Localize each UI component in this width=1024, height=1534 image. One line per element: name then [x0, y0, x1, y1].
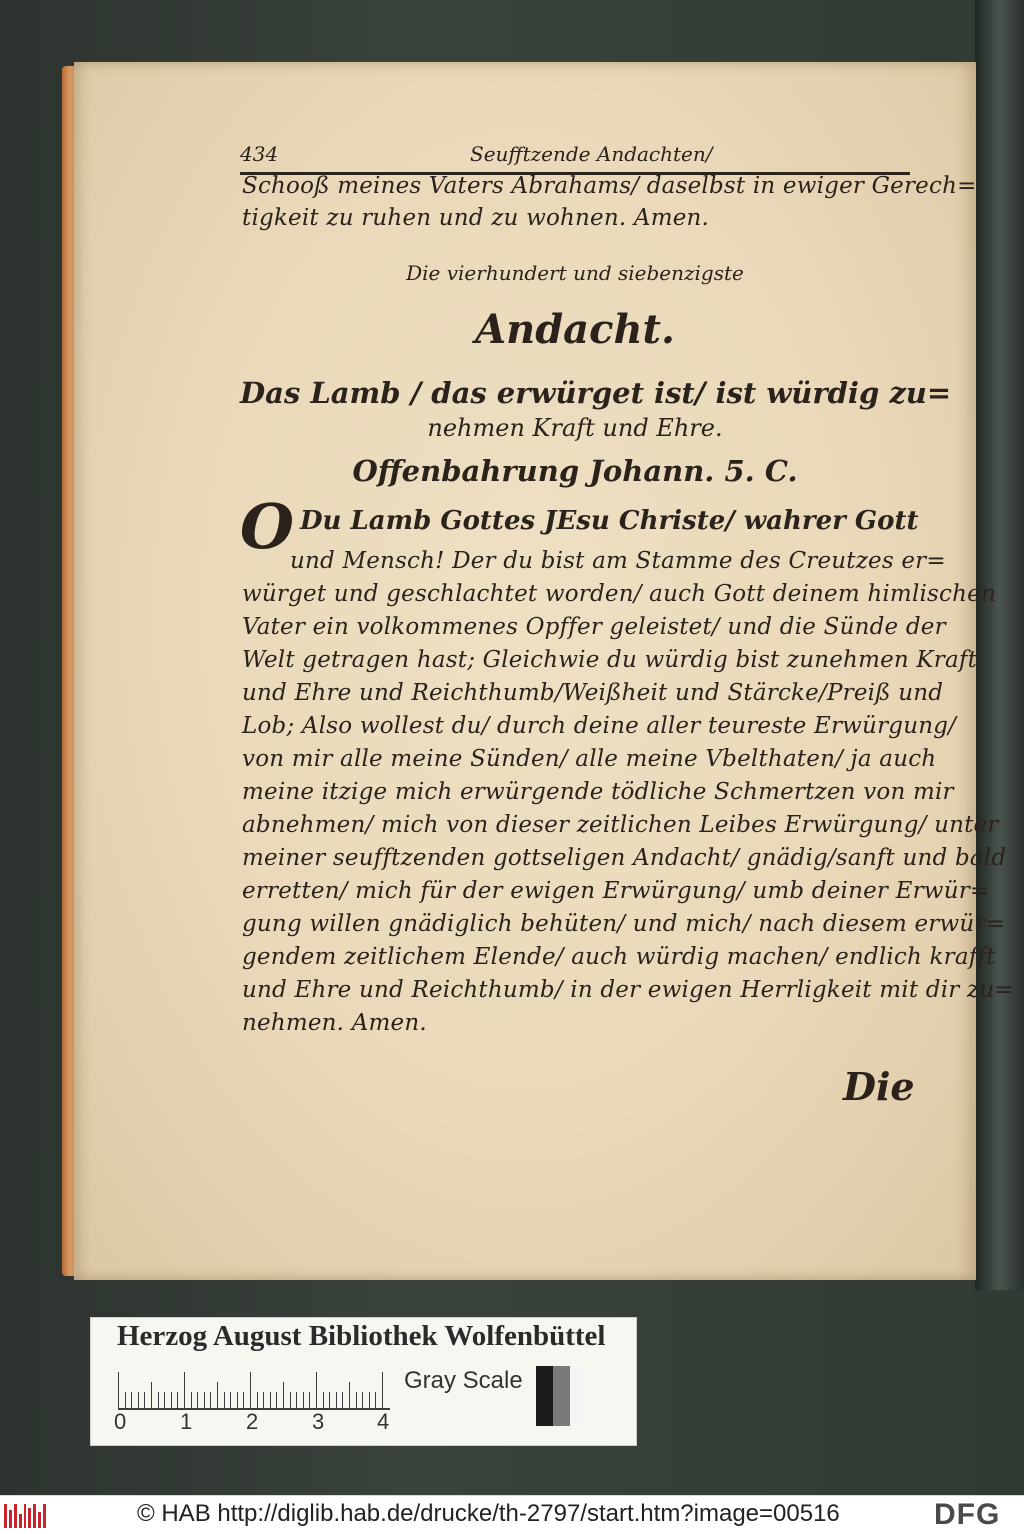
- body-line: erretten/ mich für der ewigen Erwürgung/ umb deiner Erwür=: [242, 878, 990, 904]
- body-line: gung willen gnädiglich behüten/ und mich/ nach diesem erwür=: [242, 911, 1006, 937]
- ruler-tick: [362, 1392, 363, 1408]
- ruler-tick: [217, 1382, 218, 1408]
- ruler-tick: [349, 1382, 350, 1408]
- ruler-tick: [224, 1392, 225, 1408]
- body-line: gendem zeitlichem Elende/ auch würdig machen/ endlich krafft: [242, 944, 996, 970]
- ruler-tick: [290, 1392, 291, 1408]
- hab-logo-icon: [4, 1504, 46, 1528]
- body-line: meine itzige mich erwürgende tödliche Schmertzen von mir: [242, 779, 954, 805]
- ruler-tick: [336, 1392, 337, 1408]
- ruler-tick: [191, 1392, 192, 1408]
- ruler-tick: [303, 1392, 304, 1408]
- body-line: und Ehre und Reichthumb/Weißheit und Stärcke/Preiß und: [242, 680, 944, 706]
- ruler-tick: [323, 1392, 324, 1408]
- gray-patch-black: [536, 1366, 553, 1426]
- body-line: Welt getragen hast; Gleichwie du würdig bist zunehmen Kraft: [242, 647, 978, 673]
- ruler-tick: [197, 1392, 198, 1408]
- ruler-tick: [369, 1392, 370, 1408]
- subtitle-line: Das Lamb / das erwürget ist/ ist würdig zu=: [240, 376, 952, 410]
- gray-patch-white: [570, 1366, 587, 1426]
- ruler-tick: [210, 1392, 211, 1408]
- ruler-tick: [171, 1392, 172, 1408]
- ruler-tick: [138, 1392, 139, 1408]
- dfg-logo: DFG: [934, 1498, 1001, 1531]
- drop-cap: O: [240, 490, 295, 563]
- scale-ruler: [118, 1370, 390, 1410]
- copyright-url[interactable]: © HAB http://diglib.hab.de/drucke/th-2797/start.htm?image=00516: [137, 1500, 840, 1527]
- ruler-tick: [158, 1392, 159, 1408]
- ruler-tick: [125, 1392, 126, 1408]
- catchword: Die: [843, 1064, 915, 1109]
- ruler-tick: [131, 1392, 132, 1408]
- ruler-tick: [144, 1392, 145, 1408]
- ruler-tick: [204, 1392, 205, 1408]
- running-title: Seufftzende Andachten/: [470, 142, 713, 166]
- body-line: und Mensch! Der du bist am Stamme des Creutzes er=: [290, 548, 946, 574]
- body-line: und Ehre und Reichthumb/ in der ewigen Herrligkeit mit dir zu=: [242, 977, 1014, 1003]
- ruler-tick: [329, 1392, 330, 1408]
- ordinal-heading: Die vierhundert und siebenzigste: [406, 261, 744, 285]
- ruler-tick: [382, 1372, 383, 1408]
- text-line: tigkeit zu ruhen und zu wohnen. Amen.: [242, 205, 710, 231]
- body-line: Lob; Also wollest du/ durch deine aller teureste Erwürgung/: [242, 713, 957, 739]
- running-head: [240, 140, 910, 175]
- gray-scale-label: Gray Scale: [404, 1367, 523, 1394]
- ruler-tick: [151, 1382, 152, 1408]
- body-line: abnehmen/ mich von dieser zeitlichen Leibes Erwürgung/ unter: [242, 812, 999, 838]
- scanner-clip: [975, 0, 1024, 1290]
- body-line: würget und geschlachtet worden/ auch Gott deinem himlischen: [242, 581, 996, 607]
- ruler-number: 1: [180, 1409, 193, 1434]
- ruler-tick: [296, 1392, 297, 1408]
- ruler-tick: [243, 1392, 244, 1408]
- ruler-tick: [316, 1372, 317, 1408]
- body-line: Vater ein volkommenes Opffer geleistet/ und die Sünde der: [242, 614, 946, 640]
- ruler-tick: [283, 1382, 284, 1408]
- ruler-tick: [263, 1392, 264, 1408]
- ruler-tick: [276, 1392, 277, 1408]
- ruler-number: 0: [114, 1409, 127, 1434]
- ruler-tick: [184, 1372, 185, 1408]
- ruler-tick: [257, 1392, 258, 1408]
- ruler-tick: [270, 1392, 271, 1408]
- ruler-tick: [250, 1372, 251, 1408]
- body-line: meiner seufftzenden gottseligen Andacht/ gnädig/sanft und bald: [242, 845, 1007, 871]
- text-line: Schooß meines Vaters Abrahams/ daselbst in ewiger Gerech=: [242, 173, 977, 199]
- ruler-tick: [309, 1392, 310, 1408]
- ruler-tick: [230, 1392, 231, 1408]
- gray-patch-gray: [553, 1366, 570, 1426]
- ruler-tick: [356, 1392, 357, 1408]
- library-name: Herzog August Bibliothek Wolfenbüttel: [117, 1320, 606, 1352]
- first-line: Du Lamb Gottes JEsu Christe/ wahrer Gott: [300, 506, 919, 536]
- ruler-number: 2: [246, 1409, 259, 1434]
- ruler-tick: [237, 1392, 238, 1408]
- footer-bar: [0, 1495, 1024, 1534]
- page-number: 434: [240, 142, 279, 166]
- ruler-number: 4: [377, 1409, 390, 1434]
- ruler-tick: [375, 1392, 376, 1408]
- main-heading: Andacht.: [475, 306, 675, 353]
- body-line: von mir alle meine Sünden/ alle meine Vbelthaten/ ja auch: [242, 746, 937, 772]
- scripture-reference: Offenbahrung Johann. 5. C.: [352, 454, 798, 488]
- ruler-tick: [164, 1392, 165, 1408]
- ruler-number: 3: [312, 1409, 325, 1434]
- body-line: nehmen. Amen.: [242, 1010, 427, 1036]
- ruler-tick: [177, 1392, 178, 1408]
- ruler-tick: [118, 1372, 119, 1408]
- subtitle-line: nehmen Kraft und Ehre.: [427, 414, 723, 442]
- ruler-tick: [342, 1392, 343, 1408]
